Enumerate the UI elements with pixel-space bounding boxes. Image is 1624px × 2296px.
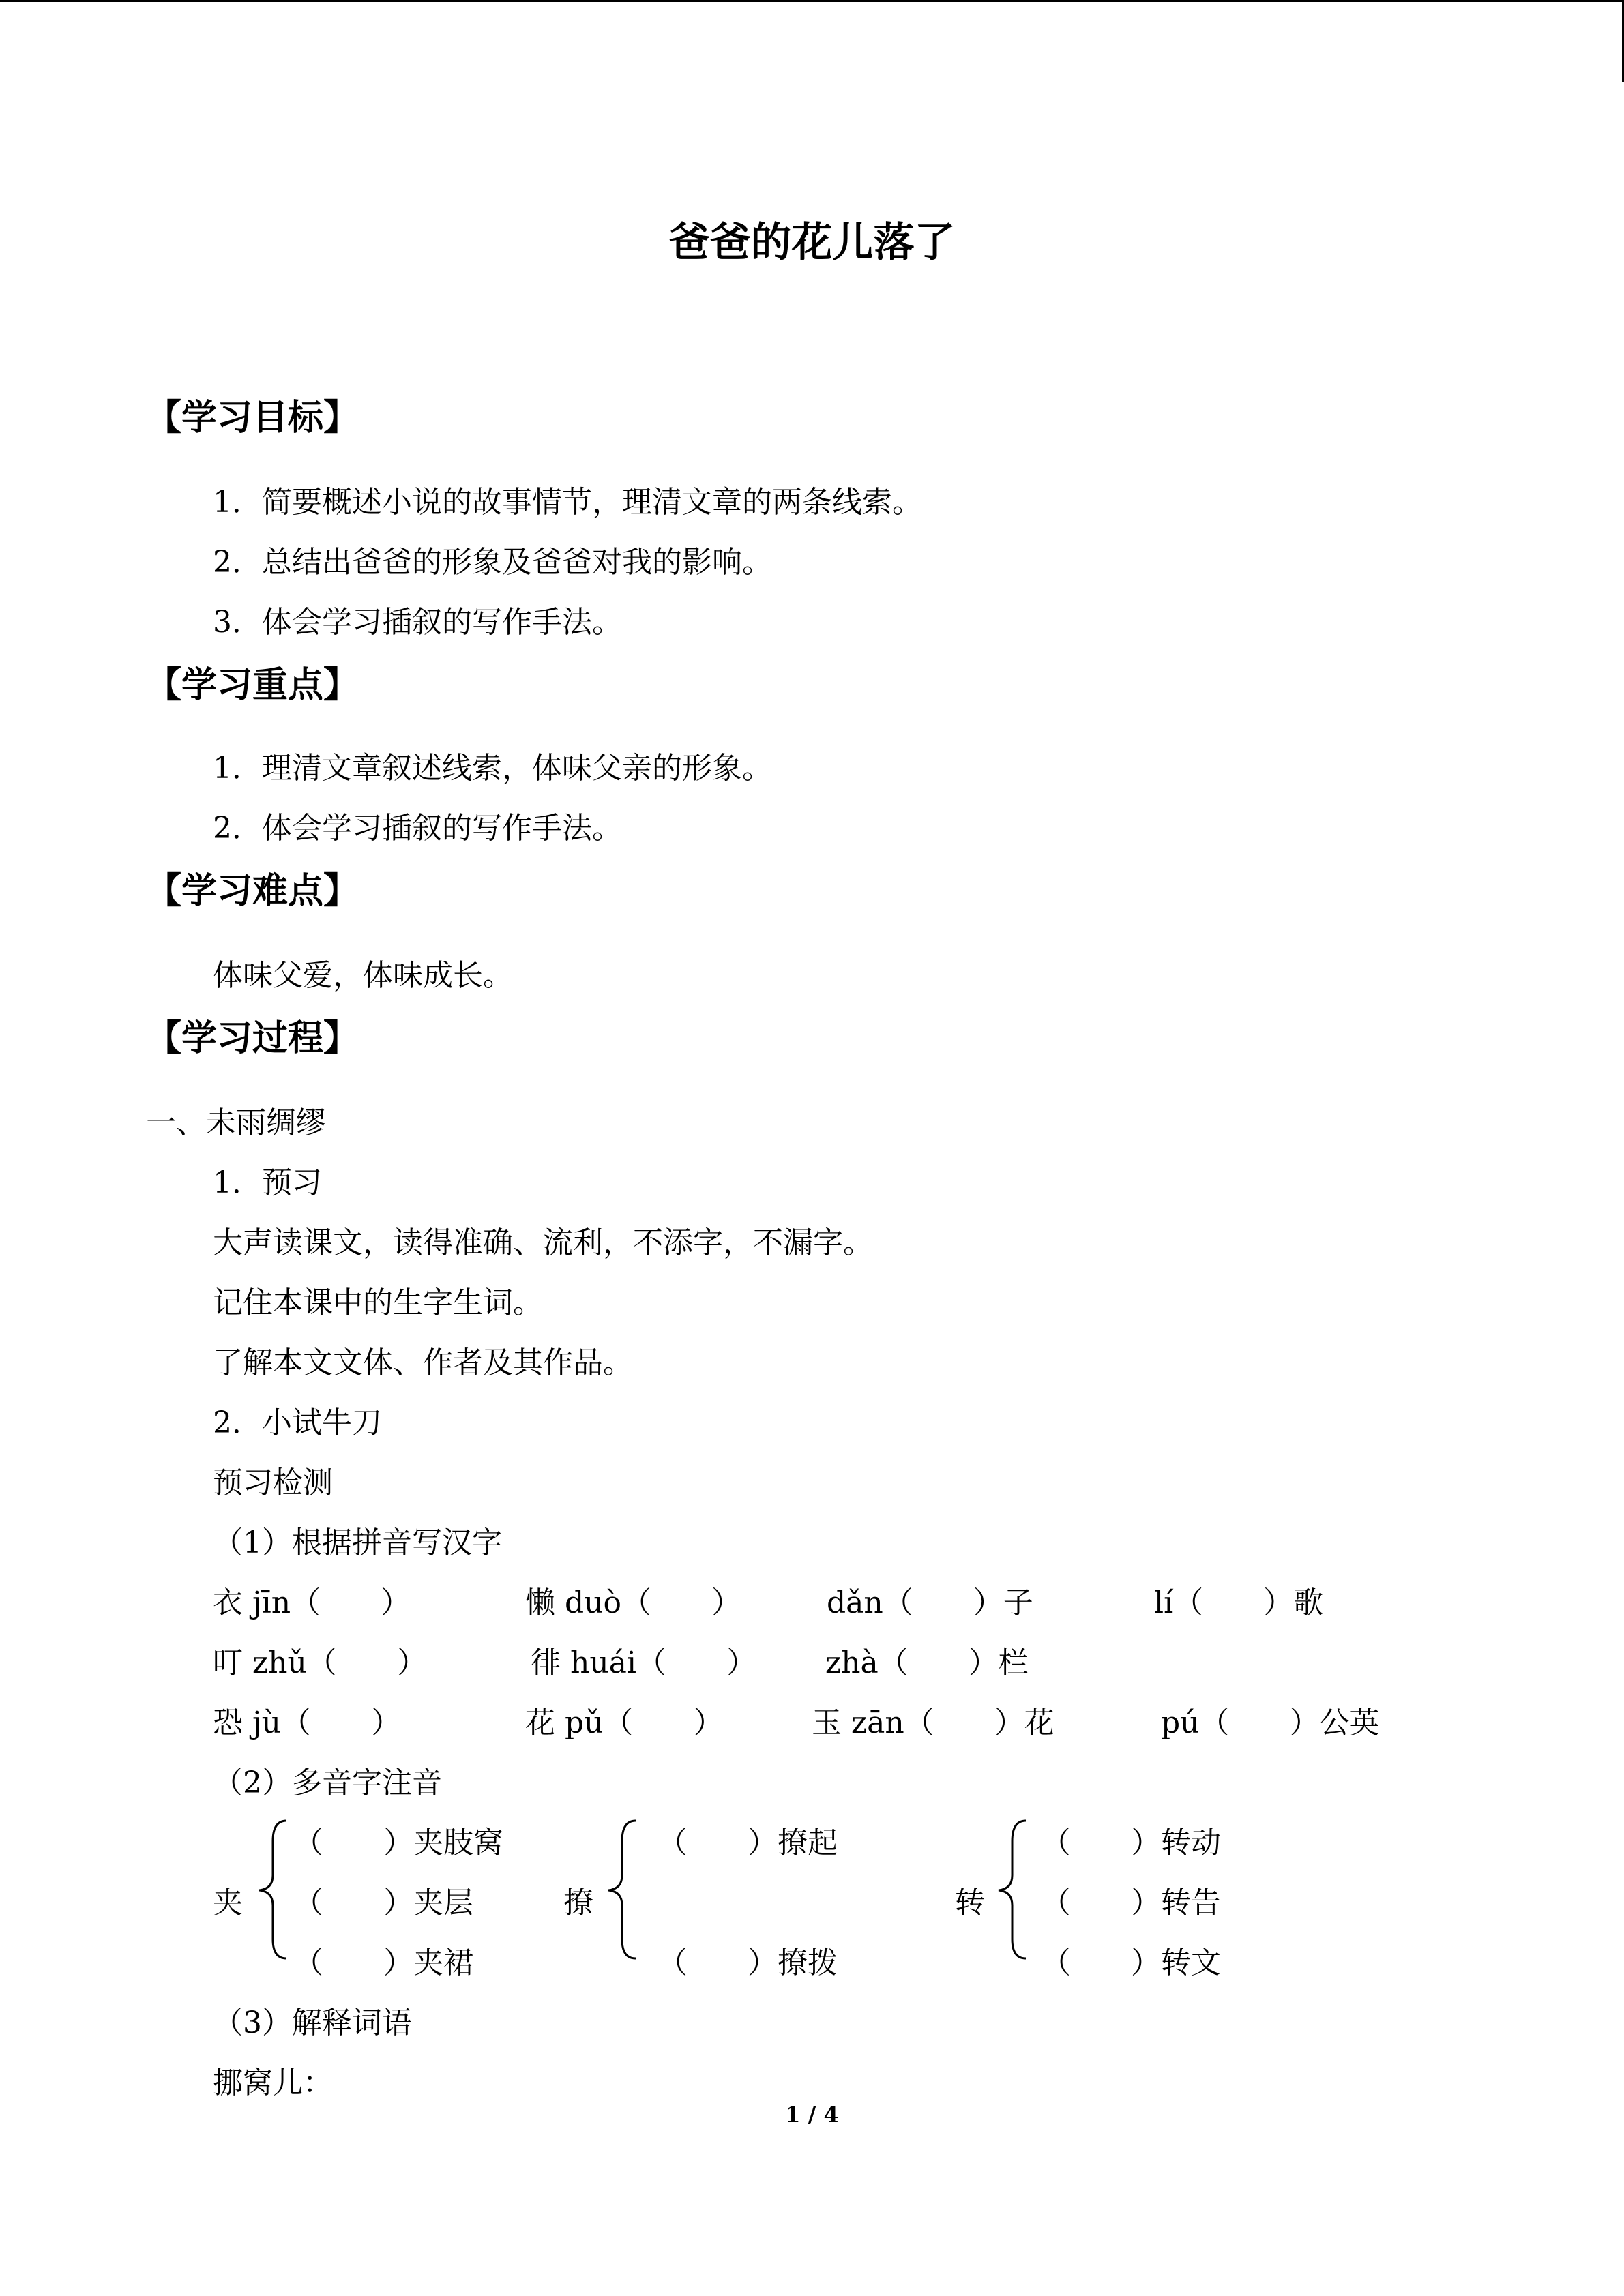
pinyin-blank[interactable]: 徘 huái（ ） [531, 1645, 756, 1680]
polyphone-item[interactable]: （ ）撩起 [658, 1825, 838, 1860]
question-title: （3）解释词语 [213, 2006, 412, 2040]
pinyin-blank[interactable]: 玉 zān（ ）花 [812, 1705, 1054, 1740]
preview-line: 记住本课中的生字生词。 [213, 1285, 543, 1320]
pinyin-blank[interactable]: lí（ ）歌 [1154, 1585, 1324, 1620]
key-point-item: 1．理清文章叙述线索，体味父亲的形象。 [213, 751, 772, 786]
polyphone-char: 转 [955, 1885, 985, 1920]
difficulties-heading: 【学习难点】 [146, 871, 359, 912]
objective-item: 1．简要概述小说的故事情节，理清文章的两条线索。 [213, 485, 922, 520]
difficulties-text: 体味父爱，体味成长。 [213, 958, 513, 993]
curly-brace-icon [602, 1814, 643, 1964]
pinyin-blank[interactable]: 叮 zhǔ（ ） [213, 1645, 427, 1680]
check-title: 预习检测 [213, 1465, 333, 1500]
polyphone-item[interactable]: （ ）转告 [1041, 1885, 1221, 1920]
preview-line: 大声读课文，读得准确、流利，不添字，不漏字。 [213, 1225, 873, 1260]
polyphone-item[interactable]: （ ）夹层 [293, 1885, 473, 1920]
polyphone-item[interactable]: （ ）撩拨 [658, 1945, 838, 1980]
preview-line: 了解本文文体、作者及其作品。 [213, 1345, 633, 1380]
curly-brace-icon [252, 1814, 293, 1964]
objective-item: 3．体会学习插叙的写作手法。 [213, 605, 622, 640]
subsection-title: 2．小试牛刀 [213, 1405, 382, 1440]
pinyin-blank[interactable]: zhà（ ）栏 [825, 1645, 1029, 1680]
objectives-heading: 【学习目标】 [146, 398, 359, 438]
page-top-border [0, 0, 1624, 2]
pinyin-blank[interactable]: dǎn（ ）子 [827, 1585, 1033, 1620]
objective-item: 2．总结出爸爸的形象及爸爸对我的影响。 [213, 545, 772, 580]
section-title: 一、未雨绸缪 [146, 1105, 326, 1140]
pinyin-blank[interactable]: 衣 jīn（ ） [213, 1585, 411, 1620]
key-points-heading: 【学习重点】 [146, 665, 359, 706]
word-definition[interactable]: 挪窝儿： [213, 2066, 333, 2100]
question-title: （1）根据拼音写汉字 [213, 1525, 502, 1560]
key-point-item: 2．体会学习插叙的写作手法。 [213, 811, 622, 846]
question-title: （2）多音字注音 [213, 1765, 442, 1800]
subsection-title: 1．预习 [213, 1165, 322, 1200]
curly-brace-icon [992, 1814, 1033, 1964]
process-heading: 【学习过程】 [146, 1018, 359, 1059]
pinyin-blank[interactable]: 花 pǔ（ ） [525, 1705, 724, 1740]
polyphone-item[interactable]: （ ）夹裙 [293, 1945, 473, 1980]
polyphone-char: 撩 [563, 1885, 593, 1920]
polyphone-item[interactable]: （ ）夹肢窝 [293, 1825, 503, 1860]
polyphone-item[interactable]: （ ）转动 [1041, 1825, 1221, 1860]
pinyin-blank[interactable]: 懒 duò（ ） [525, 1585, 741, 1620]
page-number: 1 / 4 [785, 2102, 839, 2128]
polyphone-item[interactable]: （ ）转文 [1041, 1945, 1221, 1980]
pinyin-blank[interactable]: pú（ ）公英 [1161, 1705, 1380, 1740]
document-title: 爸爸的花儿落了 [668, 219, 956, 267]
polyphone-char: 夹 [213, 1885, 243, 1920]
pinyin-blank[interactable]: 恐 jù（ ） [213, 1705, 401, 1740]
